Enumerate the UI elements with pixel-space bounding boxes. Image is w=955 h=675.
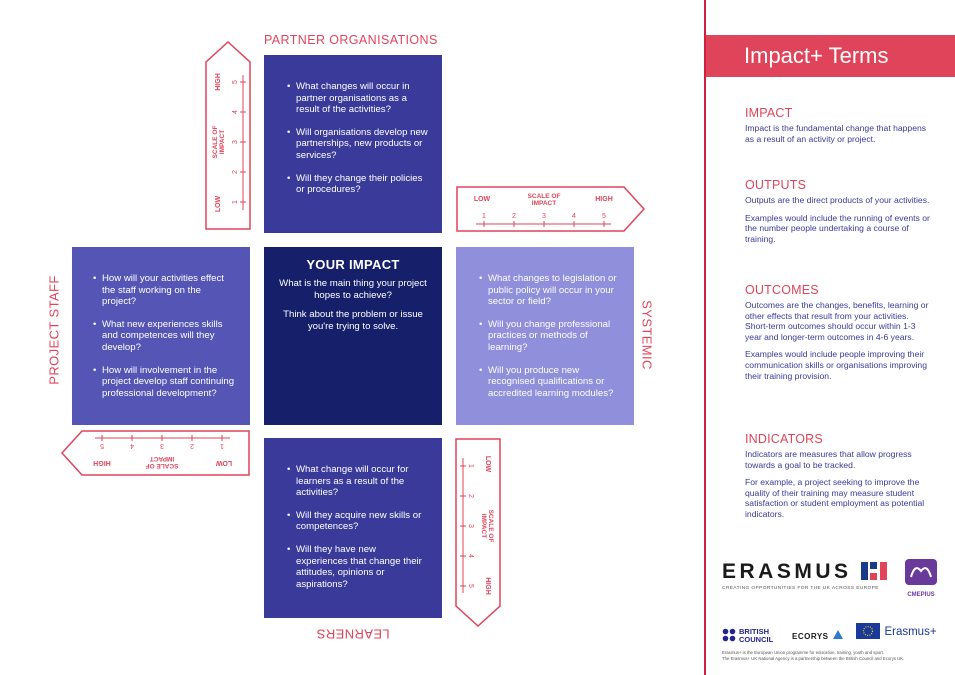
erasmus-logo bbox=[722, 560, 887, 584]
scale-arrow-learners bbox=[455, 438, 501, 628]
ecorys-triangle-icon bbox=[833, 630, 843, 639]
list-item: • Will organisations develop new partnerships, new products or services? bbox=[296, 127, 428, 162]
terms-banner: Impact+ Terms bbox=[706, 35, 955, 77]
svg-text:5: 5 bbox=[467, 584, 474, 588]
term-title: OUTPUTS bbox=[745, 178, 807, 192]
svg-text:LOW: LOW bbox=[484, 455, 491, 473]
erasmus-wordmark: ERASMUS bbox=[722, 560, 852, 583]
eu-erasmus-plus-logo bbox=[856, 622, 937, 640]
box-learners bbox=[264, 438, 442, 618]
scale-arrow-project-staff bbox=[60, 430, 250, 476]
british-council-dots-icon bbox=[722, 628, 736, 642]
footer-line-2: The Erasmus+ UK National Agency is a partnership between the British Council and Ecorys UK. bbox=[722, 656, 905, 661]
label-systemic: SYSTEMIC bbox=[639, 300, 655, 370]
scale-arrow-learners-wrap bbox=[455, 438, 501, 628]
svg-text:4: 4 bbox=[130, 442, 134, 449]
svg-text:4: 4 bbox=[232, 110, 239, 114]
british-council-logo bbox=[722, 626, 792, 646]
term-indicators bbox=[745, 432, 930, 527]
list-item: • Will they have new experiences that change their attitudes, opinions or aspirations? bbox=[296, 544, 428, 590]
list-item: • What changes to legislation or public policy will occur in your sector or field? bbox=[488, 273, 622, 308]
staff-questions bbox=[90, 273, 236, 399]
svg-text:4: 4 bbox=[467, 554, 474, 558]
svg-text:3: 3 bbox=[467, 524, 474, 528]
svg-text:IMPACT: IMPACT bbox=[219, 129, 226, 155]
svg-text:LOW: LOW bbox=[215, 195, 222, 213]
cmepius-wordmark: CMEPIUS bbox=[907, 592, 935, 598]
svg-text:1: 1 bbox=[220, 442, 224, 449]
list-item: • How will involvement in the project develop staff continuing professional development? bbox=[102, 365, 236, 400]
british-council-line2: COUNCIL bbox=[739, 635, 774, 644]
svg-text:5: 5 bbox=[232, 80, 239, 84]
learner-questions bbox=[284, 464, 428, 590]
svg-text:HIGH: HIGH bbox=[93, 459, 111, 466]
term-text: Examples would include the running of events or the number people undertaking a course of training. bbox=[745, 212, 930, 244]
term-impact bbox=[745, 106, 930, 151]
erasmus-plus-mark-icon bbox=[861, 562, 887, 580]
svg-text:IMPACT: IMPACT bbox=[480, 513, 487, 539]
svg-text:1: 1 bbox=[482, 213, 486, 220]
ecorys-wordmark: ECORYS bbox=[792, 632, 829, 641]
term-text: Outcomes are the changes, benefits, learning or other effects that result from your activities. Short-term outcomes should occur within 1-3 year and longer-term outcomes in 4-6 years. bbox=[745, 300, 929, 342]
svg-text:HIGH: HIGH bbox=[595, 196, 613, 203]
svg-text:3: 3 bbox=[542, 213, 546, 220]
svg-text:SCALE OF: SCALE OF bbox=[145, 462, 179, 469]
svg-text:SCALE OF: SCALE OF bbox=[212, 125, 219, 159]
footer-line-1: Erasmus+ is the European Union programme for education, training, youth and sport. bbox=[722, 650, 885, 655]
term-text: For example, a project seeking to improve the quality of their training may measure student satisfaction or student employment as potential indicators. bbox=[745, 477, 925, 519]
svg-text:4: 4 bbox=[572, 213, 576, 220]
list-item: • Will you produce new recognised qualifications or accredited learning modules? bbox=[488, 365, 622, 400]
ecorys-logo bbox=[792, 626, 843, 644]
panel-divider bbox=[704, 0, 706, 675]
label-project-staff: PROJECT STAFF bbox=[46, 275, 62, 385]
svg-text:1: 1 bbox=[467, 464, 474, 468]
svg-text:IMPACT: IMPACT bbox=[149, 455, 175, 462]
list-item: • Will they change their policies or procedures? bbox=[296, 173, 428, 196]
svg-text:3: 3 bbox=[232, 140, 239, 144]
box-your-impact bbox=[264, 247, 442, 425]
term-text: Impact is the fundamental change that happens as a result of an activity or project. bbox=[745, 123, 927, 144]
scale-arrow-partner-wrap bbox=[205, 40, 251, 230]
your-impact-title: YOUR IMPACT bbox=[306, 257, 400, 272]
svg-text:LOW: LOW bbox=[215, 459, 233, 466]
scale-arrow-systemic bbox=[456, 186, 646, 232]
list-item: • What new experiences skills and competences will they develop? bbox=[102, 319, 236, 354]
svg-text:2: 2 bbox=[232, 170, 239, 174]
svg-text:HIGH: HIGH bbox=[484, 577, 491, 595]
erasmus-plus-wordmark: Erasmus+ bbox=[884, 626, 937, 638]
svg-text:SCALE OF: SCALE OF bbox=[527, 193, 561, 200]
term-outputs bbox=[745, 178, 930, 251]
partner-questions bbox=[284, 81, 428, 196]
label-learners: LEARNERS bbox=[316, 626, 390, 642]
svg-text:3: 3 bbox=[160, 442, 164, 449]
term-outcomes bbox=[745, 283, 930, 388]
svg-text:2: 2 bbox=[512, 213, 516, 220]
svg-text:SCALE OF: SCALE OF bbox=[487, 509, 494, 543]
list-item: • How will your activities effect the staff working on the project? bbox=[102, 273, 236, 308]
svg-text:5: 5 bbox=[602, 213, 606, 220]
list-item: • What changes will occur in partner organisations as a result of the activities? bbox=[296, 81, 428, 116]
term-text: Examples would include people improving their communication skills or organisations improving their training provision. bbox=[745, 349, 927, 381]
list-item: • Will you change professional practices or methods of learning? bbox=[488, 319, 622, 354]
list-item: • What change will occur for learners as a result of the activities? bbox=[296, 464, 428, 499]
box-partner-organisations bbox=[264, 55, 442, 233]
svg-text:HIGH: HIGH bbox=[215, 73, 222, 91]
term-title: IMPACT bbox=[745, 106, 793, 120]
term-text: Outputs are the direct products of your activities. bbox=[745, 195, 930, 205]
systemic-questions bbox=[476, 273, 622, 399]
list-item: • Will they acquire new skills or competences? bbox=[296, 510, 428, 533]
svg-text:2: 2 bbox=[467, 494, 474, 498]
svg-text:2: 2 bbox=[190, 442, 194, 449]
erasmus-tagline: CREATING OPPORTUNITIES FOR THE UK ACROSS EUROPE bbox=[722, 586, 879, 591]
svg-text:5: 5 bbox=[100, 442, 104, 449]
box-systemic bbox=[456, 247, 634, 425]
cmepius-emblem-icon bbox=[903, 557, 939, 587]
british-council-line1: BRITISH bbox=[739, 627, 769, 636]
svg-text:LOW: LOW bbox=[473, 196, 491, 203]
svg-text:IMPACT: IMPACT bbox=[531, 200, 557, 207]
term-text: Indicators are measures that allow progress towards a goal to be tracked. bbox=[745, 449, 912, 470]
term-title: INDICATORS bbox=[745, 432, 823, 446]
your-impact-text-2: Think about the problem or issue you're trying to solve. bbox=[283, 309, 423, 332]
label-partner-organisations: PARTNER ORGANISATIONS bbox=[264, 33, 438, 47]
term-title: OUTCOMES bbox=[745, 283, 819, 297]
box-project-staff bbox=[72, 247, 250, 425]
scale-arrow-partner bbox=[205, 40, 251, 230]
eu-flag-icon bbox=[856, 623, 880, 639]
cmepius-logo bbox=[903, 557, 939, 617]
your-impact-text-1: What is the main thing your project hopes to achieve? bbox=[279, 278, 427, 301]
svg-text:1: 1 bbox=[232, 200, 239, 204]
